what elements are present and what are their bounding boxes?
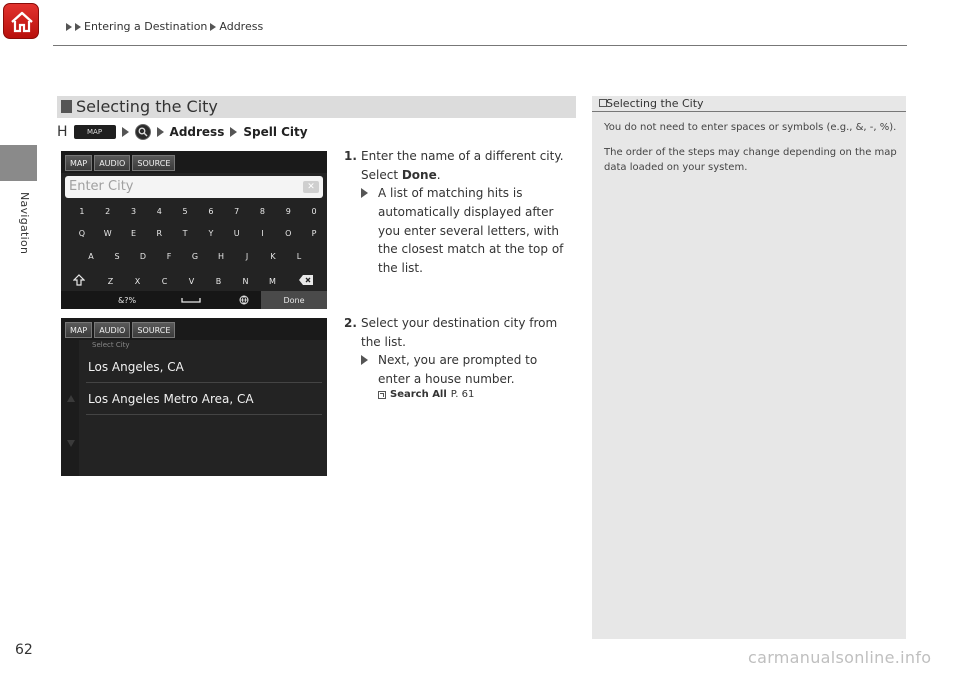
step-text-part: . bbox=[436, 167, 441, 182]
list-item[interactable]: Los Angeles, CA bbox=[88, 360, 184, 374]
step-text-part: Select bbox=[361, 167, 402, 182]
key[interactable]: X bbox=[134, 276, 141, 286]
keyboard-bottom-bar bbox=[61, 291, 327, 309]
key[interactable]: S bbox=[114, 252, 120, 261]
list-heading: Select City bbox=[92, 341, 130, 349]
step-number: 1. bbox=[344, 149, 357, 163]
result-line: A list of matching hits is bbox=[378, 186, 523, 200]
key[interactable]: L bbox=[296, 252, 302, 261]
triangle-icon bbox=[230, 127, 237, 137]
step-2 bbox=[344, 314, 580, 352]
key[interactable]: 9 bbox=[285, 207, 291, 216]
key[interactable]: M bbox=[269, 276, 276, 286]
step-text: Enter the name of a different city. bbox=[361, 149, 564, 163]
result-line: automatically displayed after bbox=[378, 204, 554, 219]
tab-audio[interactable]: AUDIO bbox=[94, 155, 130, 171]
key[interactable]: E bbox=[130, 229, 137, 238]
key[interactable]: W bbox=[103, 229, 112, 238]
step-text: Select your destination city from bbox=[361, 316, 558, 330]
done-button[interactable]: Done bbox=[261, 291, 327, 309]
navigation-path bbox=[57, 123, 308, 141]
key[interactable]: R bbox=[156, 229, 163, 238]
step-1-result bbox=[361, 184, 576, 278]
result-line: the closest match at the top of bbox=[378, 242, 564, 257]
keyboard-row-numbers bbox=[61, 207, 327, 216]
key[interactable]: 4 bbox=[156, 207, 162, 216]
side-note bbox=[592, 96, 906, 639]
key[interactable]: J bbox=[245, 252, 249, 261]
key[interactable]: 6 bbox=[208, 207, 214, 216]
key[interactable]: A bbox=[88, 252, 94, 261]
key[interactable]: B bbox=[215, 276, 222, 286]
key[interactable]: 2 bbox=[105, 207, 111, 216]
section-title: Selecting the City bbox=[76, 97, 218, 116]
key[interactable]: Q bbox=[78, 229, 86, 238]
key[interactable]: H bbox=[217, 252, 224, 261]
key[interactable]: F bbox=[166, 252, 172, 261]
note-body bbox=[604, 120, 900, 185]
key[interactable]: 1 bbox=[79, 207, 85, 216]
key[interactable]: 8 bbox=[259, 207, 266, 216]
key[interactable]: V bbox=[188, 276, 195, 286]
page-number: 62 bbox=[15, 642, 33, 658]
list-item[interactable]: Los Angeles Metro Area, CA bbox=[88, 392, 254, 406]
step-bold-word: Done bbox=[401, 167, 437, 182]
home-button[interactable] bbox=[3, 3, 39, 39]
space-key-icon[interactable] bbox=[171, 291, 211, 309]
key[interactable]: Y bbox=[208, 229, 214, 238]
xref-label: Search All bbox=[390, 389, 447, 400]
section-header bbox=[57, 96, 576, 118]
key[interactable]: N bbox=[242, 276, 249, 286]
language-key-icon[interactable] bbox=[233, 291, 255, 309]
screen-select-city bbox=[61, 318, 327, 476]
key[interactable]: C bbox=[161, 276, 168, 286]
tab-map[interactable]: MAP bbox=[65, 322, 92, 338]
breadcrumb bbox=[66, 20, 263, 33]
home-icon bbox=[9, 9, 35, 35]
note-title: Selecting the City bbox=[606, 97, 704, 110]
triangle-icon bbox=[66, 23, 72, 31]
symbols-key[interactable]: &?% bbox=[117, 295, 137, 305]
home-h-icon: H bbox=[57, 124, 68, 140]
step-number: 2. bbox=[344, 316, 357, 330]
header-divider bbox=[53, 45, 907, 46]
result-line: the list. bbox=[378, 261, 423, 276]
key[interactable]: O bbox=[285, 229, 292, 238]
list-divider bbox=[86, 382, 322, 383]
keyboard-row-qwerty bbox=[61, 229, 327, 238]
xref-page: P. 61 bbox=[450, 389, 475, 400]
shift-key-icon[interactable] bbox=[61, 274, 97, 288]
key[interactable]: K bbox=[270, 252, 276, 261]
keyboard-row-zxcv bbox=[61, 274, 327, 288]
clear-icon[interactable]: ✕ bbox=[303, 181, 319, 193]
tab-audio[interactable]: AUDIO bbox=[94, 322, 130, 338]
breadcrumb-item[interactable]: Address bbox=[219, 20, 264, 33]
triangle-icon bbox=[361, 188, 368, 198]
breadcrumb-item[interactable]: Entering a Destination bbox=[84, 20, 208, 33]
step-1 bbox=[344, 147, 580, 185]
result-line: enter a house number. bbox=[378, 371, 515, 386]
cross-reference-link[interactable] bbox=[378, 389, 474, 400]
triangle-icon bbox=[157, 127, 164, 137]
step-2-result bbox=[361, 351, 576, 389]
key[interactable]: D bbox=[139, 252, 147, 261]
tab-map[interactable]: MAP bbox=[65, 155, 92, 171]
search-icon bbox=[135, 124, 151, 140]
watermark: carmanualsonline.info bbox=[748, 648, 932, 667]
key[interactable]: Z bbox=[107, 276, 114, 286]
screen-enter-city bbox=[61, 151, 327, 309]
key[interactable]: T bbox=[182, 229, 188, 238]
key[interactable]: U bbox=[233, 229, 240, 238]
note-paragraph: You do not need to enter spaces or symbols (e.g., &, -, %). bbox=[604, 122, 897, 133]
tab-source[interactable]: SOURCE bbox=[132, 155, 175, 171]
scroll-up-icon[interactable] bbox=[67, 395, 75, 402]
city-input[interactable] bbox=[65, 176, 323, 198]
side-chapter-label: Navigation bbox=[18, 192, 31, 255]
city-input-placeholder: Enter City bbox=[69, 179, 134, 194]
tab-source[interactable]: SOURCE bbox=[132, 322, 175, 338]
step-text bbox=[361, 166, 580, 185]
cross-reference-icon bbox=[378, 391, 386, 399]
key[interactable]: 5 bbox=[182, 207, 188, 216]
path-item-address: Address bbox=[169, 125, 225, 139]
triangle-icon bbox=[361, 355, 368, 365]
note-paragraph: The order of the steps may change depending on the map data loaded on your system. bbox=[604, 147, 897, 173]
map-button: MAP bbox=[74, 125, 116, 139]
section-square-icon bbox=[61, 100, 72, 113]
list-divider bbox=[86, 414, 322, 415]
key[interactable]: G bbox=[191, 252, 199, 261]
result-line: you enter several letters, with bbox=[378, 223, 560, 238]
key[interactable]: 7 bbox=[234, 207, 240, 216]
side-tab bbox=[0, 145, 37, 181]
keyboard-row-asdf bbox=[61, 252, 327, 261]
key[interactable]: P bbox=[311, 229, 317, 238]
note-header bbox=[592, 96, 906, 112]
triangle-icon bbox=[75, 23, 81, 31]
backspace-key-icon[interactable] bbox=[286, 275, 326, 287]
key[interactable]: I bbox=[261, 229, 264, 238]
step-text: the list. bbox=[361, 334, 406, 349]
result-line: Next, you are prompted to bbox=[378, 353, 538, 367]
scroll-down-icon[interactable] bbox=[67, 440, 75, 447]
path-item-spell-city: Spell City bbox=[243, 125, 308, 139]
triangle-icon bbox=[210, 23, 216, 31]
key[interactable]: 0 bbox=[311, 207, 317, 216]
key[interactable]: 3 bbox=[130, 207, 137, 216]
triangle-icon bbox=[122, 127, 129, 137]
scroll-column bbox=[61, 340, 79, 476]
